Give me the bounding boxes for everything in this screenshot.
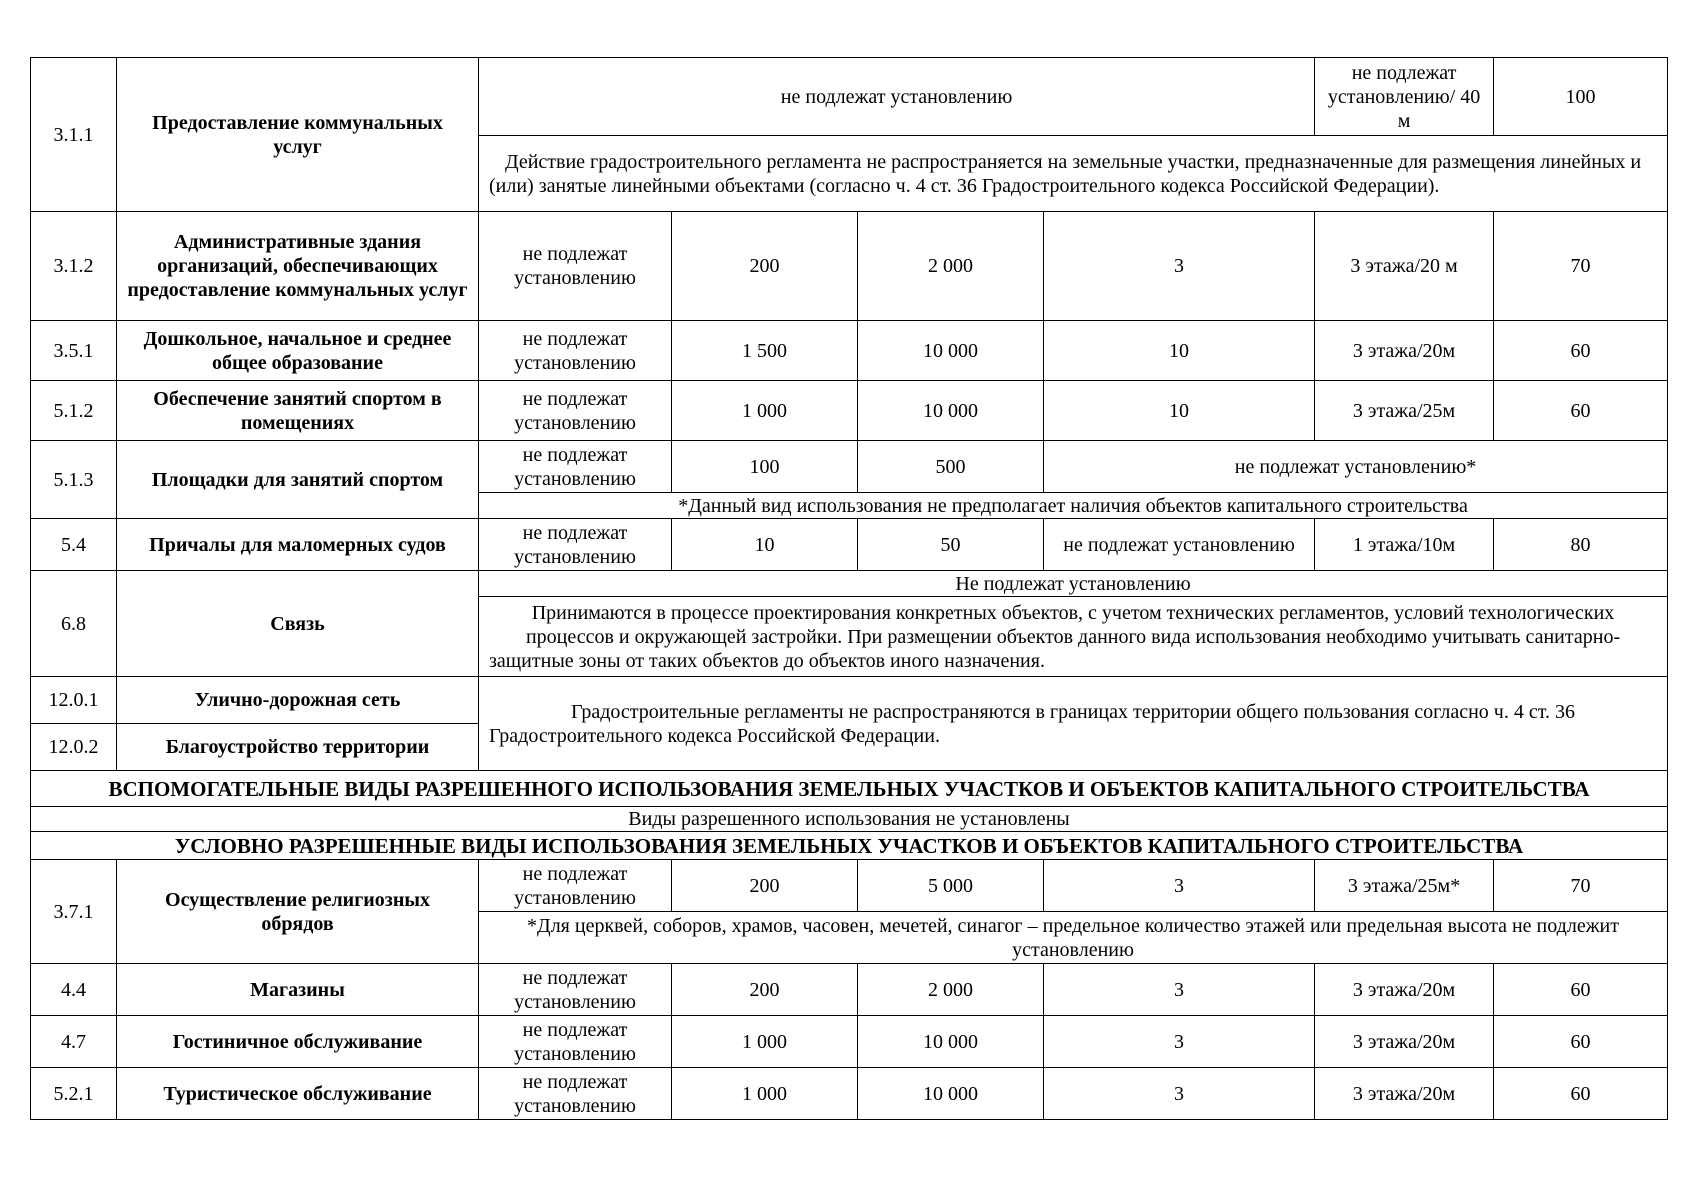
table-row	[31, 212, 1668, 321]
setback-cell: 3	[1044, 212, 1315, 321]
section-header-row	[31, 832, 1668, 860]
coverage-cell: 60	[1494, 1068, 1668, 1120]
coverage-cell: 70	[1494, 212, 1668, 321]
max-area-cell: 10 000	[858, 1068, 1044, 1120]
setback-cell: 10	[1044, 381, 1315, 441]
row-code: 6.8	[31, 571, 117, 677]
note-cell: *Для церквей, соборов, храмов, часовен, мечетей, синагог – предельное количество этажей или предельная высота не подлежит установлению	[479, 912, 1668, 964]
max-area-cell: 10 000	[858, 321, 1044, 381]
table-row	[31, 964, 1668, 1016]
row-code: 12.0.1	[31, 677, 117, 724]
rest-cell: не подлежат установлению*	[1044, 441, 1668, 493]
row-code: 4.7	[31, 1016, 117, 1068]
setback-cell: 3	[1044, 1068, 1315, 1120]
width-cell: не подлежат установлению	[479, 1016, 672, 1068]
row-name: Обеспечение занятий спортом в помещениях	[117, 381, 479, 441]
row-name: Административные здания организаций, обеспечивающих предоставление коммунальных услуг	[117, 212, 479, 321]
row-name: Связь	[117, 571, 479, 677]
table-row	[31, 677, 1668, 724]
height-cell: 3 этажа/25м	[1315, 381, 1494, 441]
row-name: Дошкольное, начальное и среднее общее образование	[117, 321, 479, 381]
table-row	[31, 1068, 1668, 1120]
row-code: 5.1.2	[31, 381, 117, 441]
row-name: Осуществление религиозных обрядов	[117, 860, 479, 964]
min-area-cell: 10	[672, 519, 858, 571]
row-name: Причалы для маломерных судов	[117, 519, 479, 571]
note-cell: *Данный вид использования не предполагает наличия объектов капитального строительства	[479, 493, 1668, 519]
table-row	[31, 381, 1668, 441]
coverage-cell: 60	[1494, 381, 1668, 441]
row-name: Благоустройство территории	[117, 724, 479, 771]
note-cell: Принимаются в процессе проектирования конкретных объектов, с учетом технических регламентов, условий технологических процессов и окружающей застройки. При размещении объектов данного вида использования необходимо учитывать санитарно-защитные зоны от таких объектов до объектов иного назначения.	[479, 597, 1668, 677]
height-cell: 3 этажа/25м*	[1315, 860, 1494, 912]
table-row	[31, 519, 1668, 571]
max-area-cell: 2 000	[858, 212, 1044, 321]
section-header-row	[31, 771, 1668, 807]
row-code: 12.0.2	[31, 724, 117, 771]
regulations-table	[30, 57, 1668, 1120]
min-area-cell: 1 000	[672, 1068, 858, 1120]
max-area-cell: 10 000	[858, 381, 1044, 441]
width-cell: не подлежат установлению	[479, 964, 672, 1016]
table-row	[31, 58, 1668, 136]
width-cell: не подлежат установлению	[479, 212, 672, 321]
max-area-cell: 5 000	[858, 860, 1044, 912]
row-code: 3.5.1	[31, 321, 117, 381]
height-cell: не подлежат установлению/ 40 м	[1315, 58, 1494, 136]
width-cell: не подлежат установлению	[479, 441, 672, 493]
height-cell: 3 этажа/20м	[1315, 964, 1494, 1016]
coverage-cell: 70	[1494, 860, 1668, 912]
table-row	[31, 441, 1668, 493]
width-cell: не подлежат установлению	[479, 321, 672, 381]
min-area-cell: 200	[672, 212, 858, 321]
row-code: 5.4	[31, 519, 117, 571]
section-header: УСЛОВНО РАЗРЕШЕННЫЕ ВИДЫ ИСПОЛЬЗОВАНИЯ ЗЕМЕЛЬНЫХ УЧАСТКОВ И ОБЪЕКТОВ КАПИТАЛЬНОГО СТРОИТЕЛЬСТВА	[31, 832, 1668, 860]
min-area-cell: 1 500	[672, 321, 858, 381]
height-cell: 3 этажа/20м	[1315, 1068, 1494, 1120]
setback-cell: 10	[1044, 321, 1315, 381]
table-row	[31, 571, 1668, 597]
setback-cell: 3	[1044, 860, 1315, 912]
max-area-cell: 50	[858, 519, 1044, 571]
setback-cell: 3	[1044, 1016, 1315, 1068]
height-cell: 3 этажа/20 м	[1315, 212, 1494, 321]
coverage-cell: 60	[1494, 964, 1668, 1016]
max-area-cell: 2 000	[858, 964, 1044, 1016]
min-area-cell: 1 000	[672, 381, 858, 441]
row-code: 3.7.1	[31, 860, 117, 964]
max-area-cell: 10 000	[858, 1016, 1044, 1068]
params-cell: Не подлежат установлению	[479, 571, 1668, 597]
note-cell: Градостроительные регламенты не распространяются в границах территории общего пользования согласно ч. 4 ст. 36 Градостроительного кодекса Российской Федерации.	[479, 677, 1668, 771]
min-area-cell: 200	[672, 860, 858, 912]
params-cell: не подлежат установлению	[479, 58, 1315, 136]
note-cell: Действие градостроительного регламента не распространяется на земельные участки, предназначенные для размещения линейных и (или) занятые линейными объектами (согласно ч. 4 ст. 36 Градостроительного кодекса Российской Федерации).	[479, 136, 1668, 212]
coverage-cell: 80	[1494, 519, 1668, 571]
row-code: 4.4	[31, 964, 117, 1016]
row-code: 5.1.3	[31, 441, 117, 519]
width-cell: не подлежат установлению	[479, 381, 672, 441]
height-cell: 1 этажа/10м	[1315, 519, 1494, 571]
height-cell: 3 этажа/20м	[1315, 1016, 1494, 1068]
row-name: Туристическое обслуживание	[117, 1068, 479, 1120]
min-area-cell: 200	[672, 964, 858, 1016]
setback-cell: не подлежат установлению	[1044, 519, 1315, 571]
coverage-cell: 60	[1494, 1016, 1668, 1068]
row-code: 3.1.1	[31, 58, 117, 212]
setback-cell: 3	[1044, 964, 1315, 1016]
height-cell: 3 этажа/20м	[1315, 321, 1494, 381]
width-cell: не подлежат установлению	[479, 519, 672, 571]
row-name: Гостиничное обслуживание	[117, 1016, 479, 1068]
row-code: 5.2.1	[31, 1068, 117, 1120]
table-row	[31, 1016, 1668, 1068]
coverage-cell: 100	[1494, 58, 1668, 136]
table-row	[31, 321, 1668, 381]
min-area-cell: 100	[672, 441, 858, 493]
coverage-cell: 60	[1494, 321, 1668, 381]
row-name: Площадки для занятий спортом	[117, 441, 479, 519]
table-row	[31, 807, 1668, 832]
width-cell: не подлежат установлению	[479, 860, 672, 912]
section-header: ВСПОМОГАТЕЛЬНЫЕ ВИДЫ РАЗРЕШЕННОГО ИСПОЛЬЗОВАНИЯ ЗЕМЕЛЬНЫХ УЧАСТКОВ И ОБЪЕКТОВ КАПИТАЛЬНОГО СТРОИТЕЛЬСТВА	[31, 771, 1668, 807]
min-area-cell: 1 000	[672, 1016, 858, 1068]
row-name: Улично-дорожная сеть	[117, 677, 479, 724]
width-cell: не подлежат установлению	[479, 1068, 672, 1120]
row-code: 3.1.2	[31, 212, 117, 321]
max-area-cell: 500	[858, 441, 1044, 493]
row-name: Предоставление коммунальных услуг	[117, 58, 479, 212]
table-row	[31, 860, 1668, 912]
section-note: Виды разрешенного использования не установлены	[31, 807, 1668, 832]
row-name: Магазины	[117, 964, 479, 1016]
